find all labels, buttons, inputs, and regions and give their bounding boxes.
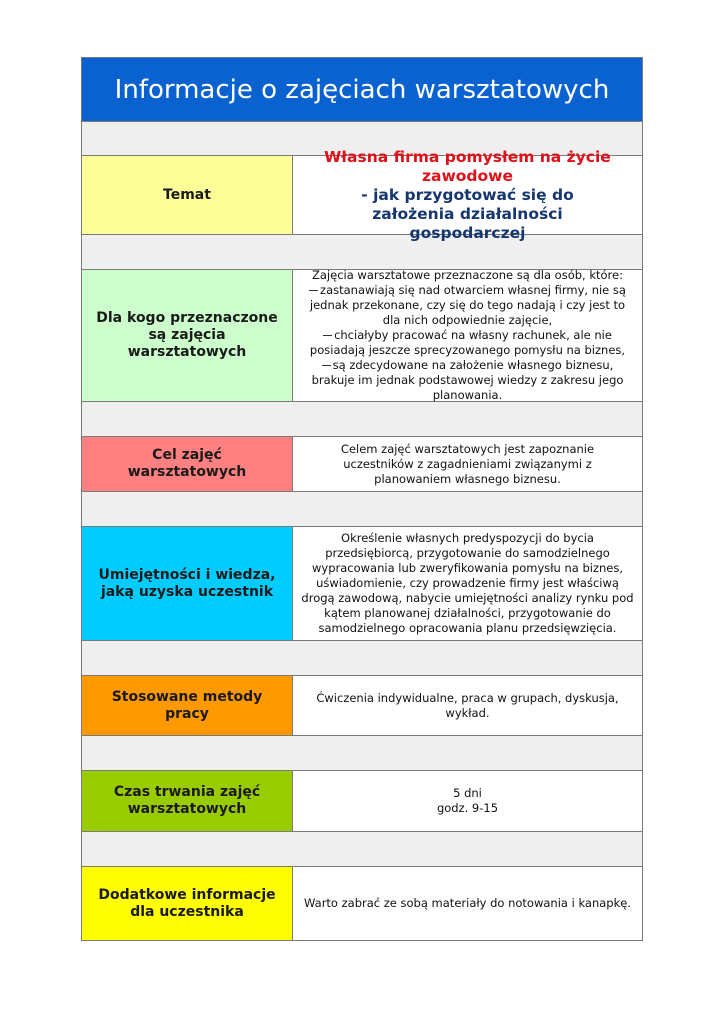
spacer-row xyxy=(82,736,642,771)
row-temat xyxy=(82,147,642,242)
content-dodatkowe: Warto zabrać ze sobą materiały do notowania i kanapkę. xyxy=(304,896,631,910)
label-czas: Czas trwania zajęć warsztatowych xyxy=(82,771,293,831)
spacer-row xyxy=(82,832,642,867)
label-dodatkowe: Dodatkowe informacje dla uczestnika xyxy=(82,867,293,940)
spacer-row xyxy=(82,492,642,527)
duration-days: 5 dni xyxy=(453,786,482,800)
row-umiejetnosci xyxy=(82,527,642,641)
content-cel: Celem zajęć warsztatowych jest zapoznanie uczestników z zagadnieniami związanymi z planowaniem własnego biznesu. xyxy=(340,441,595,486)
spacer-row xyxy=(82,641,642,676)
label-temat: Temat xyxy=(82,156,293,234)
spacer-row xyxy=(82,402,642,437)
content-temat xyxy=(293,147,642,242)
row-dla-kogo xyxy=(82,270,642,402)
topic-title: Własna firma pomysłem na życie zawodowe xyxy=(324,147,611,185)
row-metody xyxy=(82,676,642,736)
audience-item: zastanawiają się nad otwarciem własnej firmy, nie są jednak przekonane, czy się do tego nadają i czy jest to dla nich odpowiednie zajęcie, xyxy=(309,283,626,327)
content-umiejetnosci: Określenie własnych predyspozycji do bycia przedsiębiorcą, przygotowanie do samodzielnego wypracowania lub zweryfikowania pomysłu na biznes, uświadomienie, czy prowadzenie firmy jest właściwą drogą zawodową, nabycie umiejętności analizy rynku pod kątem planowanej działalności, przygotowanie do samodzielnego opracowania planu przedsięwzięcia. xyxy=(301,531,634,635)
row-czas xyxy=(82,771,642,832)
topic-subtitle: - jak przygotować się do założenia działalności gospodarczej xyxy=(361,185,574,242)
dash-icon xyxy=(309,290,318,291)
dash-icon xyxy=(323,335,332,336)
duration-hours: godz. 9-15 xyxy=(436,801,499,815)
label-metody: Stosowane metody pracy xyxy=(82,676,293,735)
content-dla-kogo xyxy=(293,270,642,401)
row-cel xyxy=(82,437,642,492)
info-table xyxy=(81,57,643,941)
content-metody: Ćwiczenia indywidualne, praca w grupach, dyskusja, wykład. xyxy=(316,690,619,720)
content-czas xyxy=(293,771,642,831)
audience-item: chciałyby pracować na własny rachunek, ale nie posiadają jeszcze sprecyzowanego pomysłu na biznes, xyxy=(309,328,626,357)
label-dla-kogo: Dla kogo przeznaczone są zajęcia warsztatowych xyxy=(82,270,293,401)
row-dodatkowe xyxy=(82,867,642,940)
label-umiejetnosci: Umiejętności i wiedza, jaką uzyska uczestnik xyxy=(82,527,293,640)
audience-item: są zdecydowane na założenie własnego biznesu, brakuje im jednak podstawowej wiedzy z zakresu jego planowania. xyxy=(311,358,624,402)
audience-intro: Zajęcia warsztatowe przeznaczone są dla osób, które: xyxy=(312,268,623,282)
page-title: Informacje o zajęciach warsztatowych xyxy=(82,58,642,122)
label-cel: Cel zajęć warsztatowych xyxy=(82,437,293,491)
dash-icon xyxy=(322,365,331,366)
